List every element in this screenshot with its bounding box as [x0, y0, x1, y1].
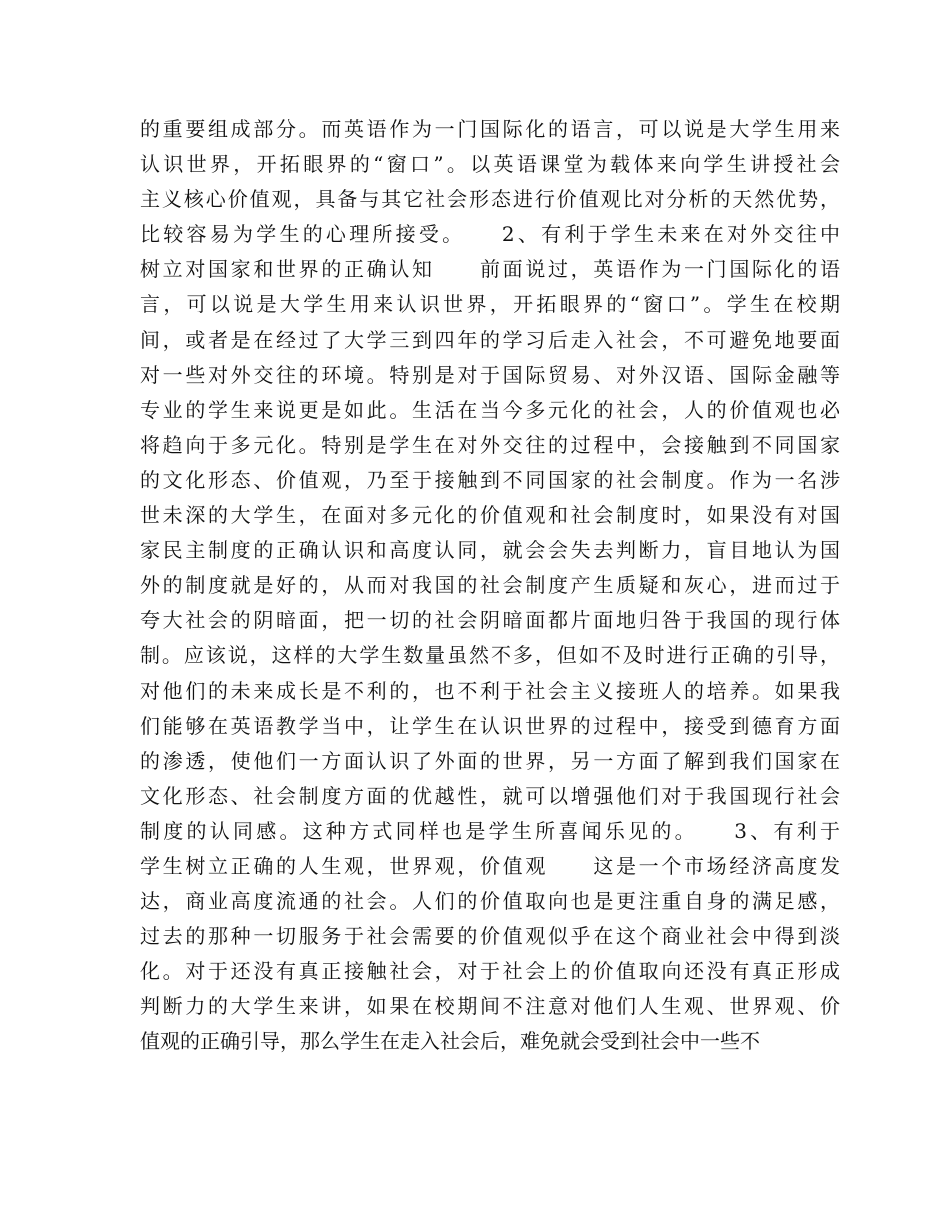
text-line: 判断力的大学生来讲，如果在校期间不注意对他们人生观、世界观、价 [140, 994, 840, 1019]
text-line: 达，商业高度流通的社会。人们的价值取向也是更注重自身的满足感， [140, 889, 840, 914]
text-line: 们能够在英语教学当中，让学生在认识世界的过程中，接受到德育方面 [140, 713, 840, 738]
text-line: 比较容易为学生的心理所接受。 2、有利于学生未来在对外交往中 [140, 222, 840, 247]
text-line: 值观的正确引导，那么学生在走入社会后，难免就会受到社会中一些不 [140, 1029, 760, 1054]
text-line: 制。应该说，这样的大学生数量虽然不多，但如不及时进行正确的引导， [140, 643, 840, 668]
text-line: 外的制度就是好的，从而对我国的社会制度产生质疑和灰心，进而过于 [140, 573, 840, 598]
text-line: 的重要组成部分。而英语作为一门国际化的语言，可以说是大学生用来 [140, 117, 840, 141]
text-line: 的渗透，使他们一方面认识了外面的世界，另一方面了解到我们国家在 [140, 748, 840, 773]
text-line: 间，或者是在经过了大学三到四年的学习后走入社会，不可避免地要面 [140, 327, 840, 352]
text-line: 主义核心价值观，具备与其它社会形态进行价值观比对分析的天然优势， [140, 187, 840, 212]
text-line: 对一些对外交往的环境。特别是对于国际贸易、对外汉语、国际金融等 [140, 362, 840, 387]
text-line: 将趋向于多元化。特别是学生在对外交往的过程中，会接触到不同国家 [140, 432, 840, 457]
text-line: 世未深的大学生，在面对多元化的价值观和社会制度时，如果没有对国 [140, 503, 840, 528]
text-line: 言，可以说是大学生用来认识世界，开拓眼界的“窗口”。学生在校期 [140, 292, 840, 317]
text-line: 化。对于还没有真正接触社会，对于社会上的价值取向还没有真正形成 [140, 959, 840, 984]
paragraph-body [140, 112, 840, 1060]
text-line: 制度的认同感。这种方式同样也是学生所喜闻乐见的。 3、有利于 [140, 818, 840, 843]
text-line: 过去的那种一切服务于社会需要的价值观似乎在这个商业社会中得到淡 [140, 924, 840, 949]
text-line: 文化形态、社会制度方面的优越性，就可以增强他们对于我国现行社会 [140, 783, 840, 808]
text-line: 认识世界，开拓眼界的“窗口”。以英语课堂为载体来向学生讲授社会 [140, 152, 840, 177]
text-line: 专业的学生来说更是如此。生活在当今多元化的社会，人的价值观也必 [140, 397, 840, 422]
text-line: 树立对国家和世界的正确认知 前面说过，英语作为一门国际化的语 [140, 257, 840, 282]
text-line: 的文化形态、价值观，乃至于接触到不同国家的社会制度。作为一名涉 [140, 467, 840, 492]
text-line: 夸大社会的阴暗面，把一切的社会阴暗面都片面地归咎于我国的现行体 [140, 608, 840, 633]
text-line: 家民主制度的正确认识和高度认同，就会会失去判断力，盲目地认为国 [140, 538, 840, 563]
text-line: 对他们的未来成长是不利的，也不利于社会主义接班人的培养。如果我 [140, 678, 840, 703]
text-line: 学生树立正确的人生观，世界观，价值观 这是一个市场经济高度发 [140, 853, 840, 878]
